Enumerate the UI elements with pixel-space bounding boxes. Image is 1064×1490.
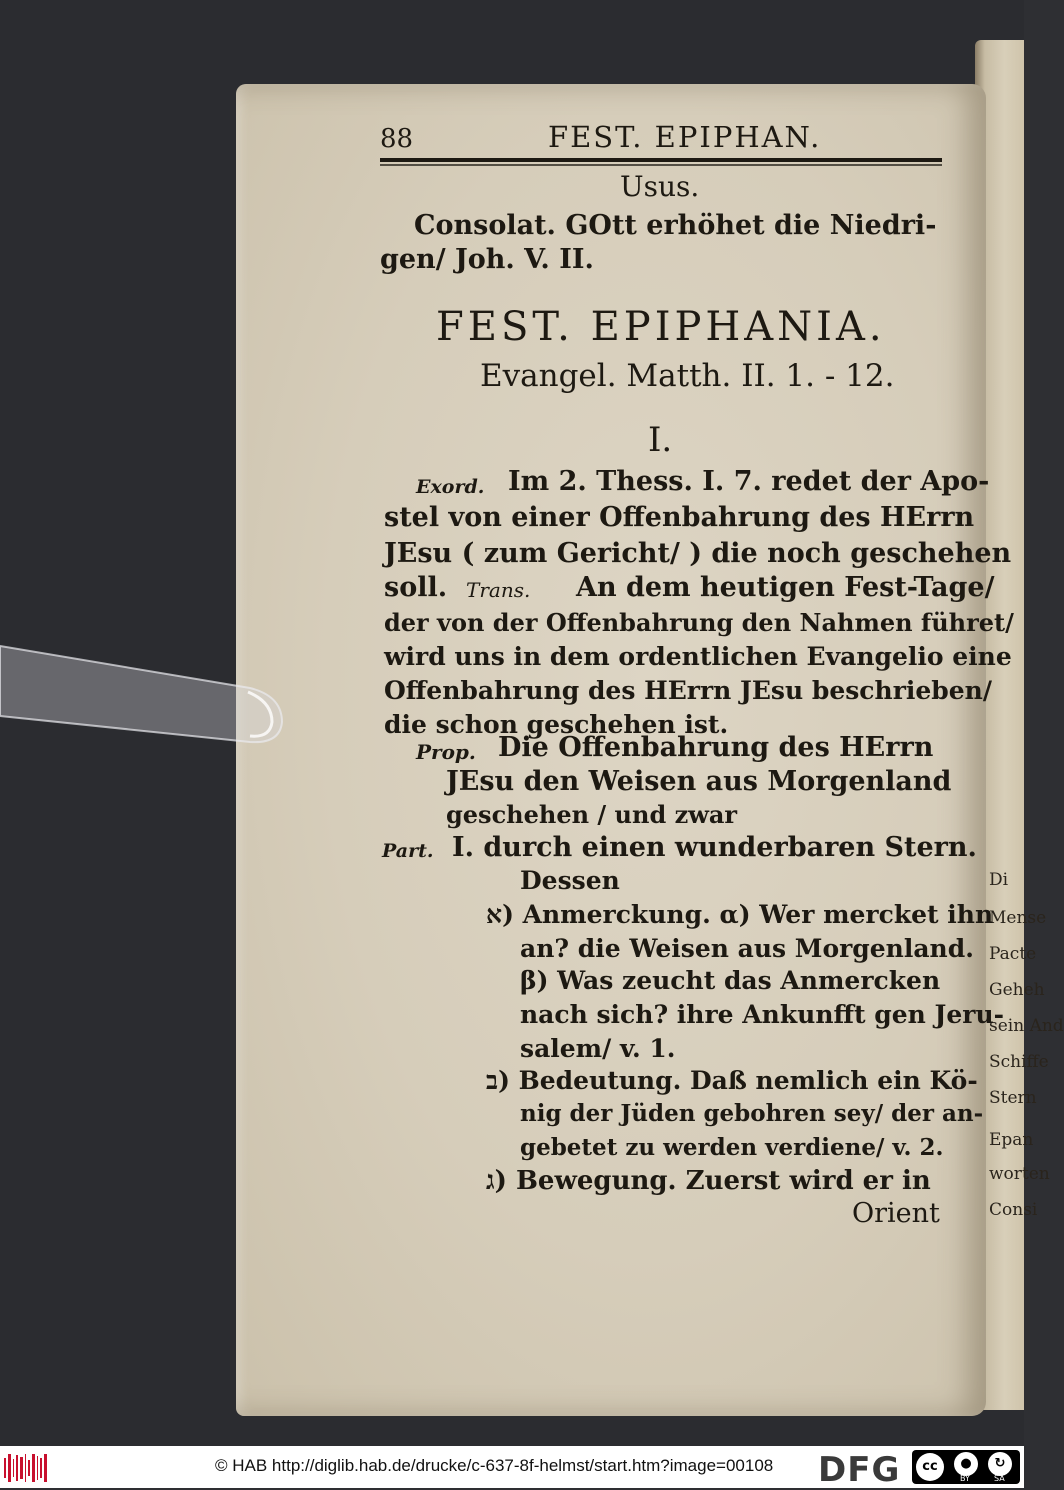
fragment: Mense <box>989 908 1047 928</box>
usus-line: Consolat. GOtt erhöhet die Niedri- <box>414 210 937 241</box>
by-label: BY <box>960 1474 970 1483</box>
fragment: Schiffe <box>989 1052 1049 1072</box>
exord-line: soll. <box>384 572 448 603</box>
list-item: nach sich? ihre Ankunfft gen Jeru- <box>520 1000 1004 1029</box>
viewer-footer <box>0 1446 1024 1488</box>
prop-label: Prop. <box>416 740 476 764</box>
section-subtitle: Evangel. Matth. II. 1. - 12. <box>480 358 895 394</box>
list-item: an? die Weisen aus Morgenland. <box>520 934 974 963</box>
fragment: Epan <box>989 1130 1034 1150</box>
exord-line: stel von einer Offenbahrung des HErrn <box>384 502 975 533</box>
source-link[interactable]: © HAB http://diglib.hab.de/drucke/c-637-8f-helmst/start.htm?image=00108 <box>215 1456 774 1475</box>
exord-line: die schon geschehen ist. <box>384 710 729 739</box>
exord-line: Im 2. Thess. I. 7. redet der Apo- <box>508 466 990 497</box>
fragment: Di <box>989 870 1009 890</box>
header-rule <box>380 158 942 162</box>
license-badge[interactable] <box>912 1450 1020 1484</box>
catchword: Orient <box>852 1198 940 1229</box>
section-numeral: I. <box>648 420 673 460</box>
part-line: Dessen <box>520 866 620 895</box>
fragment: worten <box>989 1164 1050 1184</box>
by-icon: ● <box>954 1452 978 1476</box>
usus-line: gen/ Joh. V. II. <box>380 244 594 275</box>
fragment: Pacte <box>989 944 1037 964</box>
prop-line: JEsu den Weisen aus Morgenland <box>446 766 952 797</box>
page-number: 88 <box>380 124 414 154</box>
exord-label: Exord. <box>416 476 485 498</box>
section-title: FEST. EPIPHANIA. <box>436 304 886 350</box>
exord-line: der von der Offenbahrung den Nahmen führet/ <box>384 608 1014 637</box>
list-item: nig der Jüden gebohren sey/ der an- <box>520 1100 984 1127</box>
hab-barcode-logo <box>4 1454 50 1482</box>
running-title: FEST. EPIPHAN. <box>548 120 822 154</box>
exord-line: An dem heutigen Fest-Tage/ <box>576 572 995 603</box>
usus-heading: Usus. <box>620 170 700 203</box>
fragment: Stern <box>989 1088 1037 1108</box>
fragment: sein And <box>989 1016 1064 1036</box>
sa-icon: ↻ <box>988 1452 1012 1476</box>
list-item: β) Was zeucht das Anmercken <box>520 966 941 995</box>
cc-icon: cc <box>916 1453 944 1481</box>
prop-line: geschehen / und zwar <box>446 800 738 829</box>
part-label: Part. <box>382 840 434 862</box>
list-item: salem/ v. 1. <box>520 1034 676 1063</box>
list-item: א) Anmerckung. α) Wer mercket ihn <box>486 900 994 929</box>
exord-line: Offenbahrung des HErrn JEsu beschrieben/ <box>384 676 992 705</box>
list-item: ג) Bewegung. Zuerst wird er in <box>486 1166 931 1196</box>
part-line: I. durch einen wunderbaren Stern. <box>452 832 977 863</box>
fragment: Geheh <box>989 980 1045 1000</box>
sa-label: SA <box>994 1474 1005 1483</box>
list-item: ב) Bedeutung. Daß nemlich ein Kö- <box>486 1066 978 1095</box>
fragment: Consi <box>989 1200 1038 1220</box>
header-rule-thin <box>380 164 942 166</box>
dfg-logo: DFG <box>818 1450 901 1490</box>
prop-line: Die Offenbahrung des HErrn <box>498 732 934 763</box>
list-item: gebetet zu werden verdiene/ v. 2. <box>520 1134 944 1161</box>
exord-line: JEsu ( zum Gericht/ ) die noch geschehen <box>384 538 1012 569</box>
trans-label: Trans. <box>466 578 531 602</box>
exord-line: wird uns in dem ordentlichen Evangelio eine <box>384 642 1012 671</box>
